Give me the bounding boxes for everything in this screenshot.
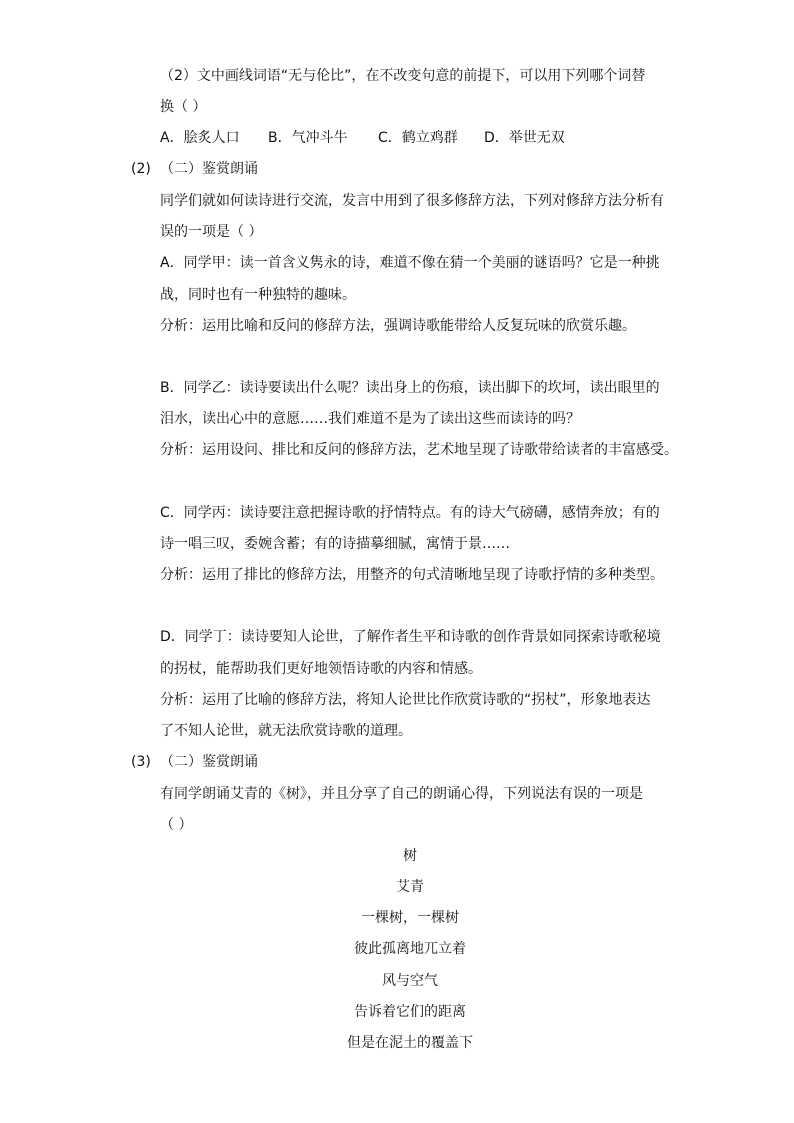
poem-line: 一棵树，一棵树: [361, 910, 459, 926]
q1-option-b[interactable]: B．气冲斗牛: [268, 130, 348, 146]
q3-heading: （二）鉴赏朗诵: [160, 754, 258, 770]
q2-stem-line2: 误的一项是（ ）: [160, 224, 263, 240]
q3-number: (3): [131, 754, 151, 770]
q2-option-a-line1[interactable]: A．同学甲：读一首含义隽永的诗，难道不像在猜一个美丽的谜语吗？它是一种挑: [160, 255, 660, 271]
poem-line: 但是在泥土的覆盖下: [347, 1035, 473, 1051]
q2-option-c-analysis: 分析：运用了排比的修辞方法，用整齐的句式清晰地呈现了诗歌抒情的多种类型。: [160, 567, 664, 583]
q1-option-c[interactable]: C．鹤立鸡群: [378, 130, 458, 146]
poem-line: 告诉着它们的距离: [354, 1004, 466, 1020]
q1-stem-line1: （2）文中画线词语“无与伦比”，在不改变句意的前提下，可以用下列哪个词替: [160, 68, 646, 84]
q2-option-a-analysis: 分析：运用比喻和反问的修辞方法，强调诗歌能带给人反复玩味的欣赏乐趣。: [160, 318, 636, 334]
q2-option-d-line1[interactable]: D．同学丁：读诗要知人论世，了解作者生平和诗歌的创作背景如同探索诗歌秘境: [160, 629, 661, 645]
q1-option-d[interactable]: D．举世无双: [484, 130, 565, 146]
q2-option-d-line2: 的拐杖，能帮助我们更好地领悟诗歌的内容和情感。: [160, 661, 482, 677]
q2-heading: （二）鉴赏朗诵: [160, 161, 258, 177]
poem-line: 风与空气: [382, 973, 438, 989]
q2-option-c-line2: 诗一唱三叹，委婉含蓄；有的诗描摹细腻，寓情于景……: [160, 536, 510, 552]
poem-title: 树: [403, 848, 417, 864]
poem-author: 艾青: [396, 879, 424, 895]
q1-options: [160, 128, 670, 148]
q2-option-a-line2: 战，同时也有一种独特的趣味。: [160, 287, 356, 303]
q3-stem-line2: （ ）: [160, 817, 193, 833]
q1-stem-line2: 换（ ）: [160, 99, 207, 115]
q2-option-b-line1[interactable]: B．同学乙：读诗要读出什么呢？读出身上的伤痕，读出脚下的坎坷，读出眼里的: [160, 380, 660, 396]
q2-stem-line1: 同学们就如何读诗进行交流，发言中用到了很多修辞方法，下列对修辞方法分析有: [160, 193, 664, 209]
q2-option-b-line2: 泪水，读出心中的意愿……我们难道不是为了读出这些而读诗的吗？: [160, 411, 580, 427]
q2-option-d-analysis-line2: 了不知人论世，就无法欣赏诗歌的道理。: [160, 723, 412, 739]
q2-option-c-line1[interactable]: C．同学丙：读诗要注意把握诗歌的抒情特点。有的诗大气磅礴，感情奔放；有的: [160, 505, 660, 521]
poem-line: 彼此孤离地兀立着: [354, 941, 466, 957]
q3-stem-line1: 有同学朗诵艾青的《树》，并且分享了自己的朗诵心得，下列说法有误的一项是: [160, 786, 643, 802]
q2-option-b-analysis: 分析：运用设问、排比和反问的修辞方法，艺术地呈现了诗歌带给读者的丰富感受。: [160, 442, 678, 458]
q1-option-a[interactable]: A．脍炙人口: [160, 130, 240, 146]
q2-number: (2): [131, 161, 151, 177]
q2-option-d-analysis-line1: 分析：运用了比喻的修辞方法，将知人论世比作欣赏诗歌的“拐杖”，形象地表达: [160, 692, 651, 708]
